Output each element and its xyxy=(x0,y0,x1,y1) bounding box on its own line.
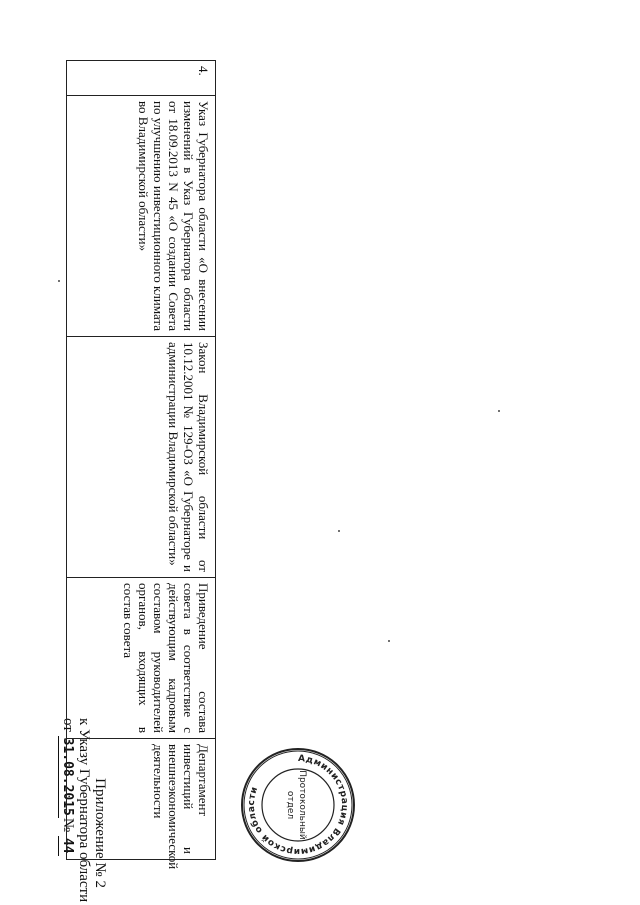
appendix-title: Приложение № 2 xyxy=(92,778,108,888)
official-stamp xyxy=(238,745,358,865)
decree-date: 31.08.2015 xyxy=(60,737,75,816)
stamp-ring-text: Администрация Владимирской области xyxy=(246,753,350,857)
stamp-center-line2: отдел xyxy=(285,790,295,820)
department-cell: Департамент инвестиций и внешнеэкономической деятельности xyxy=(67,739,216,860)
law-cell: Закон Владимирской области от 10.12.2001 № 129-ОЗ «О Губернаторе и администрации Владимирской области» xyxy=(67,337,216,578)
appendix-table xyxy=(66,60,216,870)
decree-number: 44 xyxy=(60,837,75,854)
scan-speck xyxy=(338,530,340,532)
scan-speck xyxy=(58,280,60,282)
date-prefix: от xyxy=(60,718,76,732)
scan-speck xyxy=(388,640,390,642)
stamp-seal-icon xyxy=(238,745,358,865)
decree-cell: Указ Губернатора области «О внесении изменений в Указ Губернатора области от 18.09.2013 N 45 «О создании Совета по улучшению инвестиционного климата во Владимирской области» xyxy=(67,96,216,337)
scan-speck xyxy=(498,410,500,412)
number-prefix: № xyxy=(60,817,76,833)
action-cell: Приведение состава совета в соответствие с действующим кадровым составом руководителей органов, входящих в состав совета xyxy=(67,578,216,739)
table-row xyxy=(67,61,216,860)
row-number-cell: 4. xyxy=(67,61,216,96)
stamp-center-line1: Протокольный xyxy=(297,770,307,840)
appendix-subtitle: к Указу Губернатора области xyxy=(76,718,92,903)
